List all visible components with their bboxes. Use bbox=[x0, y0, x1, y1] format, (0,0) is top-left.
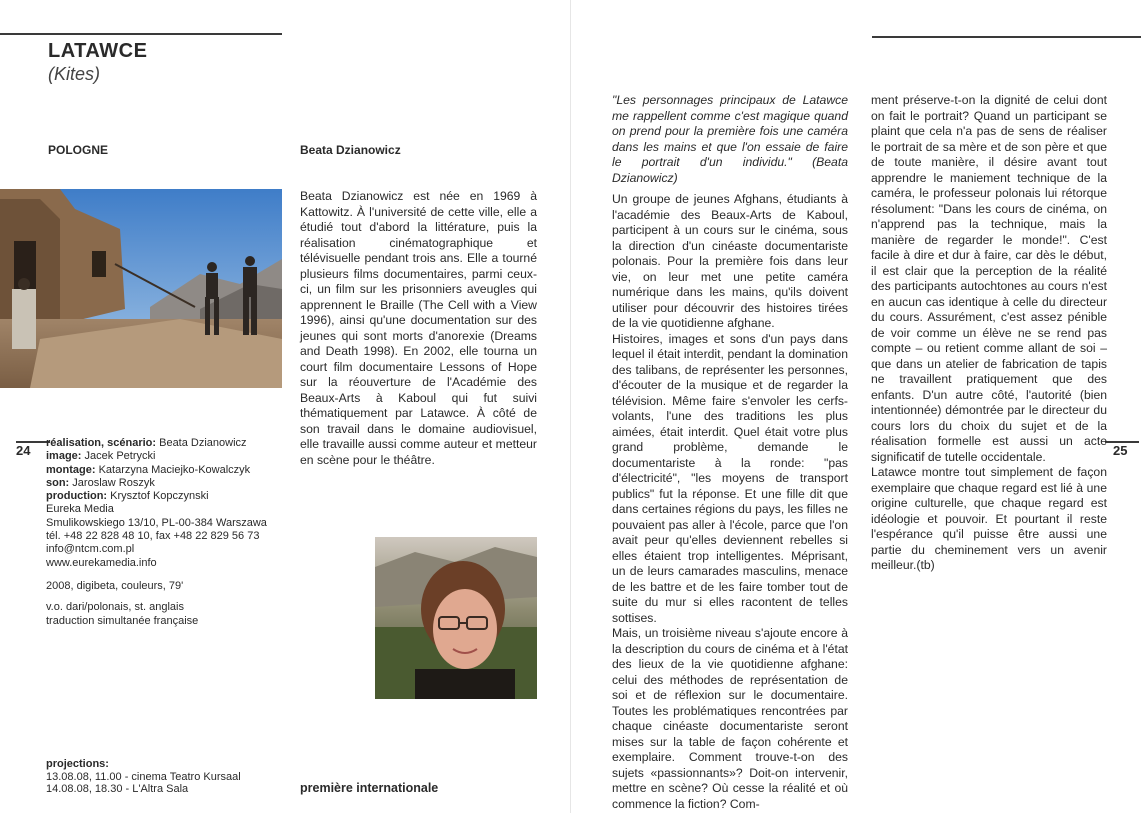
contact-email: info@ntcm.com.pl bbox=[46, 543, 135, 556]
language-info: traduction simultanée française bbox=[46, 614, 199, 627]
film-subtitle: (Kites) bbox=[48, 64, 101, 84]
page-number-rule bbox=[16, 441, 50, 443]
credit-value: Katarzyna Maciejko-Kowalczyk bbox=[98, 463, 251, 476]
credit-line bbox=[46, 437, 276, 450]
credit-label: production: bbox=[46, 490, 108, 503]
article-paragraph: Un groupe de jeunes Afghans, étudiants à l'académie des Beaux-Arts de Kaboul, participent à un cours sur le cinéma, sous la direction d'un cinéaste documentariste polonais. Pour la première fois dans leur vie, on leur met une petite caméra numérique dans les mains, qu'ils doivent utiliser pour découvrir des histoires tirées de la vie quotidienne afghane. bbox=[612, 192, 848, 330]
credit-label: image: bbox=[46, 450, 82, 463]
projections-label: projections: bbox=[46, 758, 109, 770]
page-number-text: 25 bbox=[1113, 443, 1128, 458]
contact-line: Smulikowskiego 13/10, PL-00-384 Warszawa bbox=[46, 516, 267, 529]
credit-value: Jaroslaw Roszyk bbox=[72, 476, 155, 489]
article-paragraph: Mais, un troisième niveau s'ajoute encore à la description du cours de cinéma et à l'état des lieux de la vie quotidienne afghane: celui des méthodes de représentation de soi et de réflexion sur le documentaire. Toutes les problématiques rencontrées par chaque cinéaste documentariste seront mises sur la table de façon cohérente et exemplaire. Comment trouve-t-on des sujets «passionnants»? Doit-on intervenir, mettre en scène? Où cesse la réalité et où commence la fiction? Com- bbox=[612, 626, 848, 811]
page-number-right bbox=[1113, 443, 1139, 458]
film-title: LATAWCE bbox=[48, 40, 148, 62]
article-paragraph: Latawce montre tout simplement de façon exemplaire que chaque regard est lié à une origine culturelle, que chaque regard est idéologie et pouvoir. Et pourtant il reste l'espérance qu'il puisse être aussi une partie du cheminement vers un avenir meilleur.(tb) bbox=[871, 465, 1107, 572]
credits-block bbox=[46, 437, 276, 570]
credit-label: son: bbox=[46, 476, 70, 489]
top-rule-right bbox=[872, 36, 1141, 38]
premiere-label: première internationale bbox=[300, 781, 439, 795]
technical-info bbox=[46, 580, 276, 628]
projections-block bbox=[46, 758, 276, 796]
article-column-1 bbox=[612, 93, 848, 812]
top-rule-left bbox=[0, 33, 282, 35]
credit-line bbox=[46, 490, 276, 503]
article-paragraph: ment préserve-t-on la dignité de celui dont on fait le portrait? Quand un participant se plaint que cela n'a pas de sens de réaliser le portrait de sa mère et de son père et que de toute manière, il désire avant tout apprendre le maniement technique de la caméra, le professeur polonais lui rétorque résolument: "Dans les cours de cinéma, on n'apprend pas la technique, mais la manière de regarder le monde!". C'est facile à dire et dur à faire, car dès le début, il est clair que la perception de la réalité des participants autochtones au cours n'est en aucun cas identique à celle du directeur du cours. Assurément, c'est assez pénible de voir comme un élève ne se rend pas compte – ou retient comme allant de soi – que dans un atelier de fabrication de tapis ne travaillent pratiquement que des enfants. D'un autre côté, l'autorité (bien intentionnée) démontrée par le directeur du cours lors du choix du sujet et de la réalisation formelle est aussi un acte significatif de tutelle occidentale. bbox=[871, 93, 1107, 464]
page-number-rule bbox=[1105, 441, 1139, 443]
director-biography: Beata Dzianowicz est née en 1969 à Kattowitz. À l'université de cette ville, elle a étudié tout d'abord la littérature, puis la réalisation cinématographique et télévisuelle pendant trois ans. Elle a tourné plusieurs films documentaires, parmi ceux-ci, un film sur les prisonniers aveugles qui apprennent le Braille (The Cell with a View 1996), ainsi qu'une documentation sur des jeunes qui sont morts d'anorexie (Dreams and Death 1998). En 2002, elle tourna un court film documentaire Lessons of Hope sur la réouverture de l'Académie des Beaux-Arts à Kaboul qui fut suivi thématiquement par Latawce. À côté de son travail dans le domaine audiovisuel, elle travaille aussi comme auteur et metteur en scène pour le théâtre. bbox=[300, 189, 537, 467]
page-gutter bbox=[570, 0, 571, 813]
page-number-text: 24 bbox=[16, 443, 31, 458]
director-name: Beata Dzianowicz bbox=[300, 143, 401, 157]
article-column-2 bbox=[871, 93, 1107, 574]
credit-line bbox=[46, 464, 276, 477]
credit-value: Jacek Petrycki bbox=[84, 450, 156, 463]
country-label: POLOGNE bbox=[48, 143, 109, 157]
credit-line bbox=[46, 450, 276, 463]
director-quote: "Les personnages principaux de Latawce me rappellent comme c'est magique quand on prend pour la première fois une caméra dans les mains et que l'on essaie de faire le portrait d'un individu." (Beata Dzianowicz) bbox=[612, 93, 848, 185]
film-still-photo bbox=[0, 189, 282, 388]
credit-line bbox=[46, 477, 276, 490]
director-portrait-photo bbox=[375, 537, 537, 699]
language-info: v.o. dari/polonais, st. anglais bbox=[46, 601, 184, 614]
credit-value: Krysztof Kopczynski bbox=[110, 490, 209, 503]
credit-value: Beata Dzianowicz bbox=[159, 437, 247, 449]
projection-entry: 14.08.08, 18.30 - L'Altra Sala bbox=[46, 783, 189, 795]
projection-entry: 13.08.08, 11.00 - cinema Teatro Kursaal bbox=[46, 770, 241, 783]
format-info: 2008, digibeta, couleurs, 79' bbox=[46, 580, 184, 592]
page-number-left bbox=[16, 443, 42, 458]
article-paragraph: Histoires, images et sons d'un pays dans lequel il était interdit, pendant la domination des talibans, de représenter les personnes, d'écouter de la musique et de regarder la télévision. Même faire s'envoler les cerfs-volants, l'une des traditions les plus aimées, était interdit. Quel était votre plus grand problème, demande le documentariste à la ronde: "pas d'électricité", "les moyens de transport publics" fut la réponse. Et une fille dit que dans certaines régions du pays, les filles ne pouvaient pas aller à l'école, parce que l'on avait peur qu'elles deviennent rebelles si elles étaient trop intelligentes. Méprisant, un de leurs camarades masculins, menace de les battre et de les faire tomber tout de suite du mur si elles racontent de telles sottises. bbox=[612, 331, 848, 625]
contact-line: tél. +48 22 828 48 10, fax +48 22 829 56 73 bbox=[46, 530, 260, 543]
contact-line: Eureka Media bbox=[46, 503, 114, 516]
contact-website: www.eurekamedia.info bbox=[46, 556, 157, 569]
credit-label: montage: bbox=[46, 463, 96, 476]
credit-label: réalisation, scénario: bbox=[46, 437, 157, 449]
